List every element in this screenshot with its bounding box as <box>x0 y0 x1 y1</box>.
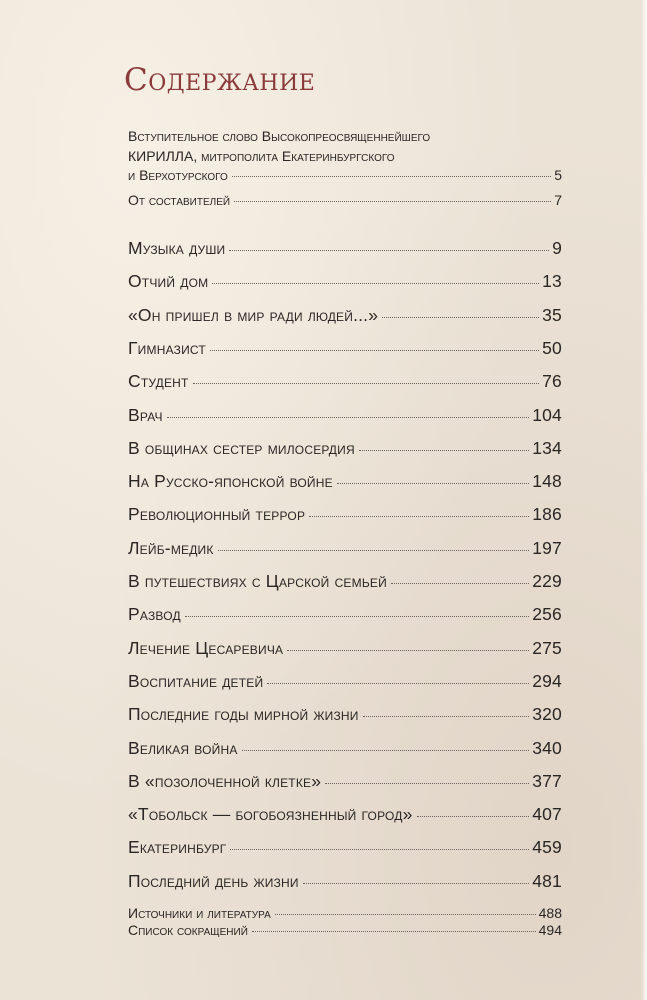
toc-entry-chapter <box>128 538 562 559</box>
page-edge <box>641 0 647 1000</box>
dot-leader <box>185 616 529 617</box>
toc-entry-chapter <box>128 238 562 259</box>
toc-entry-label: «Тобольск — богобоязненный город» <box>128 804 413 825</box>
toc-entry-page: 134 <box>532 437 562 458</box>
dot-leader <box>303 883 529 884</box>
page-title: Содержание <box>124 62 316 98</box>
toc-entry-page: 294 <box>532 670 562 691</box>
toc-entry-chapter <box>128 871 562 892</box>
dot-leader <box>232 176 551 177</box>
dot-leader <box>242 750 530 751</box>
toc-entry-page: 377 <box>532 770 562 791</box>
dot-leader <box>210 350 539 351</box>
dot-leader <box>287 650 529 651</box>
toc-entry-label: Источники и литература <box>128 905 271 921</box>
dot-leader <box>230 849 529 850</box>
toc-entry-label: «Он пришел в мир ради людей...» <box>128 304 379 325</box>
toc-entry-page: 197 <box>532 537 562 558</box>
toc-entry-chapter <box>128 338 562 359</box>
toc-entry-chapter <box>128 704 562 725</box>
toc-entry-page: 5 <box>554 167 562 183</box>
toc-entry-chapter <box>128 638 562 659</box>
dot-leader <box>391 583 529 584</box>
toc-entry-page: 459 <box>532 837 562 858</box>
toc-entry-label: Екатеринбург <box>128 837 227 858</box>
intro-line-2: КИРИЛЛА, митрополита Екатеринбургского <box>128 148 395 164</box>
toc-entry-chapter <box>128 804 562 825</box>
toc-entry-label: Лечение Цесаревича <box>128 637 284 658</box>
dot-leader <box>193 383 540 384</box>
intro-line-1: Вступительное слово Высокопреосвященнейшего <box>128 128 431 144</box>
toc-entry-intro <box>128 167 562 183</box>
toc-entry-page: 148 <box>532 471 562 492</box>
dot-leader <box>234 201 551 202</box>
dot-leader <box>309 516 529 517</box>
toc-entry-label: Отчий дом <box>128 271 209 292</box>
toc-entry-label: Последние годы мирной жизни <box>128 704 359 725</box>
dot-leader <box>382 317 539 318</box>
dot-leader <box>218 550 530 551</box>
toc-entry-page: 50 <box>542 337 562 358</box>
toc-entry-chapter <box>128 305 562 326</box>
toc-entry-page: 35 <box>542 304 562 325</box>
toc-entry-page: 256 <box>532 604 562 625</box>
toc-entry-label: От составителей <box>128 192 231 208</box>
dot-leader <box>229 250 549 251</box>
dot-leader <box>325 783 529 784</box>
toc-entry-label: В общинах сестер милосердия <box>128 437 355 458</box>
toc-entry-label: На Русско-японской войне <box>128 471 333 492</box>
toc-entry-label: Революционный террор <box>128 504 306 525</box>
toc-entry-chapter <box>128 405 562 426</box>
toc-entry-chapter <box>128 604 562 625</box>
toc-entry-front <box>128 192 562 208</box>
toc-entry-chapter <box>128 471 562 492</box>
toc-entry-label: Воспитание детей <box>128 670 264 691</box>
toc-entry-page: 407 <box>532 804 562 825</box>
dot-leader <box>363 716 530 717</box>
toc-entry-label: и Верхотурского <box>128 167 228 183</box>
toc-entry-page: 275 <box>532 637 562 658</box>
toc-entry-page: 340 <box>532 737 562 758</box>
toc-entry-back <box>128 922 562 938</box>
dot-leader <box>275 914 536 915</box>
toc-entry-page: 494 <box>538 922 562 938</box>
toc-entry-label: Лейб-медик <box>128 537 214 558</box>
toc-entry-page: 76 <box>542 371 562 392</box>
toc-entry-label: Музыка души <box>128 238 226 258</box>
toc-entry-page: 488 <box>538 905 562 921</box>
toc-entry-chapter <box>128 504 562 525</box>
toc-entry-label: В путешествиях с Царской семьей <box>128 571 387 591</box>
toc-entry-page: 7 <box>554 192 562 208</box>
toc-entry-page: 481 <box>532 870 562 891</box>
toc-entry-label: Врач <box>128 404 163 425</box>
dot-leader <box>252 931 536 932</box>
toc-entry-chapter <box>128 671 562 692</box>
toc-entry-label: Гимназист <box>128 337 206 358</box>
toc-entry-label: Список сокращений <box>128 922 248 938</box>
toc-entry-chapter <box>128 371 562 392</box>
toc-entry-chapter <box>128 271 562 292</box>
dot-leader <box>359 450 529 451</box>
toc-entry-page: 9 <box>552 238 562 258</box>
toc-entry-chapter <box>128 837 562 858</box>
toc-entry-chapter <box>128 571 562 592</box>
toc-entry-chapter <box>128 738 562 759</box>
toc-entry-chapter <box>128 438 562 459</box>
toc-entry-label: В «позолоченной клетке» <box>128 770 322 791</box>
toc-entry-page: 13 <box>542 271 562 292</box>
dot-leader <box>167 417 529 418</box>
toc-entry-chapter <box>128 771 562 792</box>
toc-entry-back <box>128 905 562 921</box>
toc-entry-page: 104 <box>532 404 562 425</box>
dot-leader <box>417 816 530 817</box>
toc-entry-page: 229 <box>532 571 562 591</box>
toc-entry-label: Последний день жизни <box>128 870 299 891</box>
toc-entry-label: Студент <box>128 371 189 392</box>
toc-entry-label: Великая война <box>128 737 238 758</box>
dot-leader <box>267 683 529 684</box>
toc-entry-page: 320 <box>532 704 562 725</box>
toc-entry-page: 186 <box>532 504 562 525</box>
dot-leader <box>212 283 539 284</box>
dot-leader <box>337 483 529 484</box>
toc-entry-label: Развод <box>128 604 181 625</box>
